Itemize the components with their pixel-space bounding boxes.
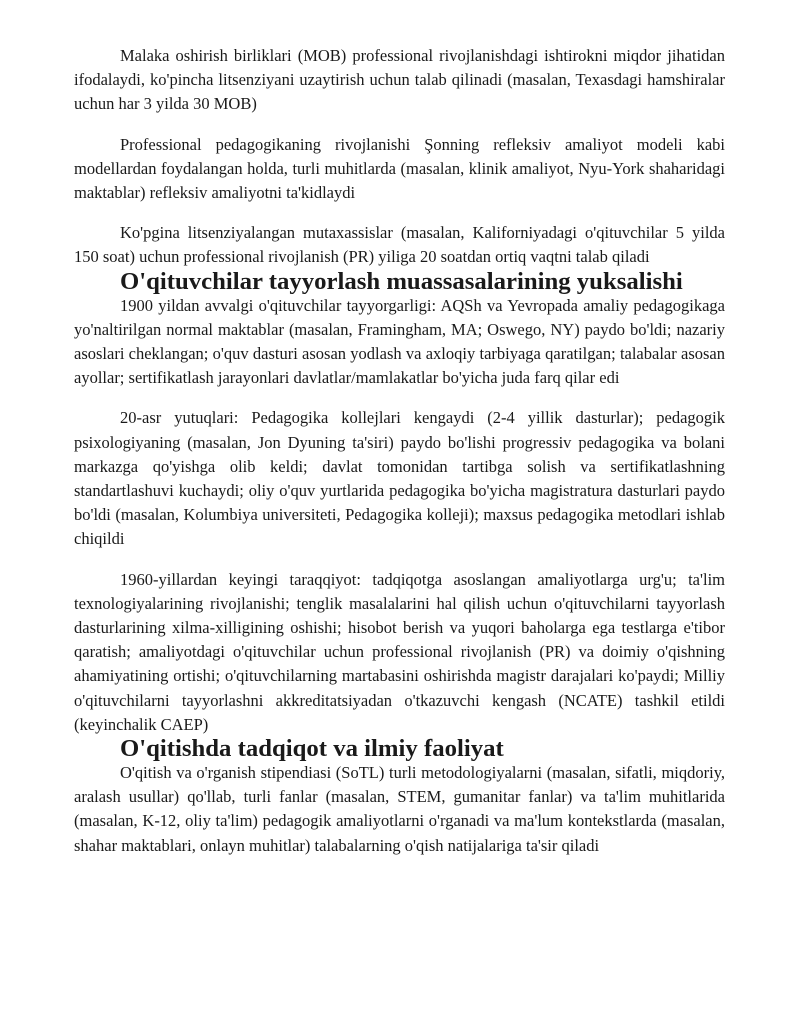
paragraph-sotl: O'qitish va o'rganish stipendiasi (SoTL) turli metodologiyalarni (masalan, sifatli, miqdoriy, aralash usullar) qo'llab, turli fanlar (masalan, STEM, gumanitar fanlar) va ta'lim muhitlarida (masalan, K-12, oliy ta'lim) pedagogik amaliyotlarni o'rganadi va ma'lum kontekstlarda (masalan, shahar maktablari, onlayn muhitlar) talabalarning o'qish natijalariga ta'sir qiladi (74, 763, 725, 855)
paragraph-post-1960: 1960-yillardan keyingi taraqqiyot: tadqiqotga asoslangan amaliyotlarga urg'u; ta'lim texnologiyalarining rivojlanishi; tenglik masalalarini hal qilish uchun o'qituvchilarni tayyorlash dasturlarining xilma-xilligining oshishi; hisobot berish va yuqori baholarga ega testlarga e'tibor qaratish; amaliyotdagi o'qituvchilar uchun professional rivojlanish (PR) va doimiy o'qishning ahamiyatining ortishi; o'qituvchilarning martabasini oshirishda magistr darajalari ko'paydi; Milliy o'qituvchilarni tayyorlashni akkreditatsiyadan o'tkazuvchi kengash (NCATE) tashkil etildi (keyinchalik CAEP) (74, 569, 725, 734)
paragraph-20th-century: 20-asr yutuqlari: Pedagogika kollejlari kengaydi (2-4 yillik dasturlar); pedagogik psixologiyaning (masalan, Jon Dyuning ta'siri) paydo bo'lishi progressiv pedagogika va bolani markazga qo'yishga olib keldi; davlat tomonidan tartibga solish va sertifikatlashning standartlashuvi kuchaydi; oliy o'quv yurtlarida pedagogika bo'yicha magistratura dasturlari paydo bo'ldi (masalan, Kolumbiya universiteti, Pedagogika kolleji); maxsus pedagogika metodlari ishlab chiqildi (74, 408, 725, 549)
paragraph-mob: Malaka oshirish birliklari (MOB) professional rivojlanishdagi ishtirokni miqdor jihatidan ifodalaydi, ko'pincha litsenziyani uzaytirish uchun talab qilinadi (masalan, Texasdagi hamshiralar uchun har 3 yilda 30 MOB) (74, 46, 725, 114)
section-heading-research: O'qitishda tadqiqot va ilmiy faoliyat (120, 735, 504, 763)
section-heading-teacher-prep: O'qituvchilar tayyorlash muassasalarining yuksalishi (120, 267, 683, 295)
document-page (74, 44, 725, 858)
paragraph-pd-hours: Ko'pgina litsenziyalangan mutaxassislar (masalan, Kaliforniyadagi o'qituvchilar 5 yilda 150 soat) uchun professional rivojlanish (PR) yiliga 20 soatdan ortiq vaqtni talab qiladi (74, 223, 725, 267)
paragraph-reflective-practice: Professional pedagogikaning rivojlanishi Şonning refleksiv amaliyot modeli kabi modellardan foydalangan holda, turli muhitlarda (masalan, klinik amaliyot, Nyu-York shaharidagi maktablar) refleksiv amaliyotni ta'kidlaydi (74, 134, 725, 203)
paragraph-pre-1900: 1900 yildan avvalgi o'qituvchilar tayyorgarligi: AQSh va Yevropada amaliy pedagogikaga yo'naltirilgan normal maktablar (masalan, Framingham, MA; Oswego, NY) paydo bo'ldi; nazariy asoslari cheklangan; o'quv dasturi asosan yodlash va axloqiy tarbiyaga qaratilgan; talabalar asosan ayollar; sertifikatlash jarayonlari davlatlar/mamlakatlar bo'yicha juda farq qilar edi (74, 295, 725, 388)
